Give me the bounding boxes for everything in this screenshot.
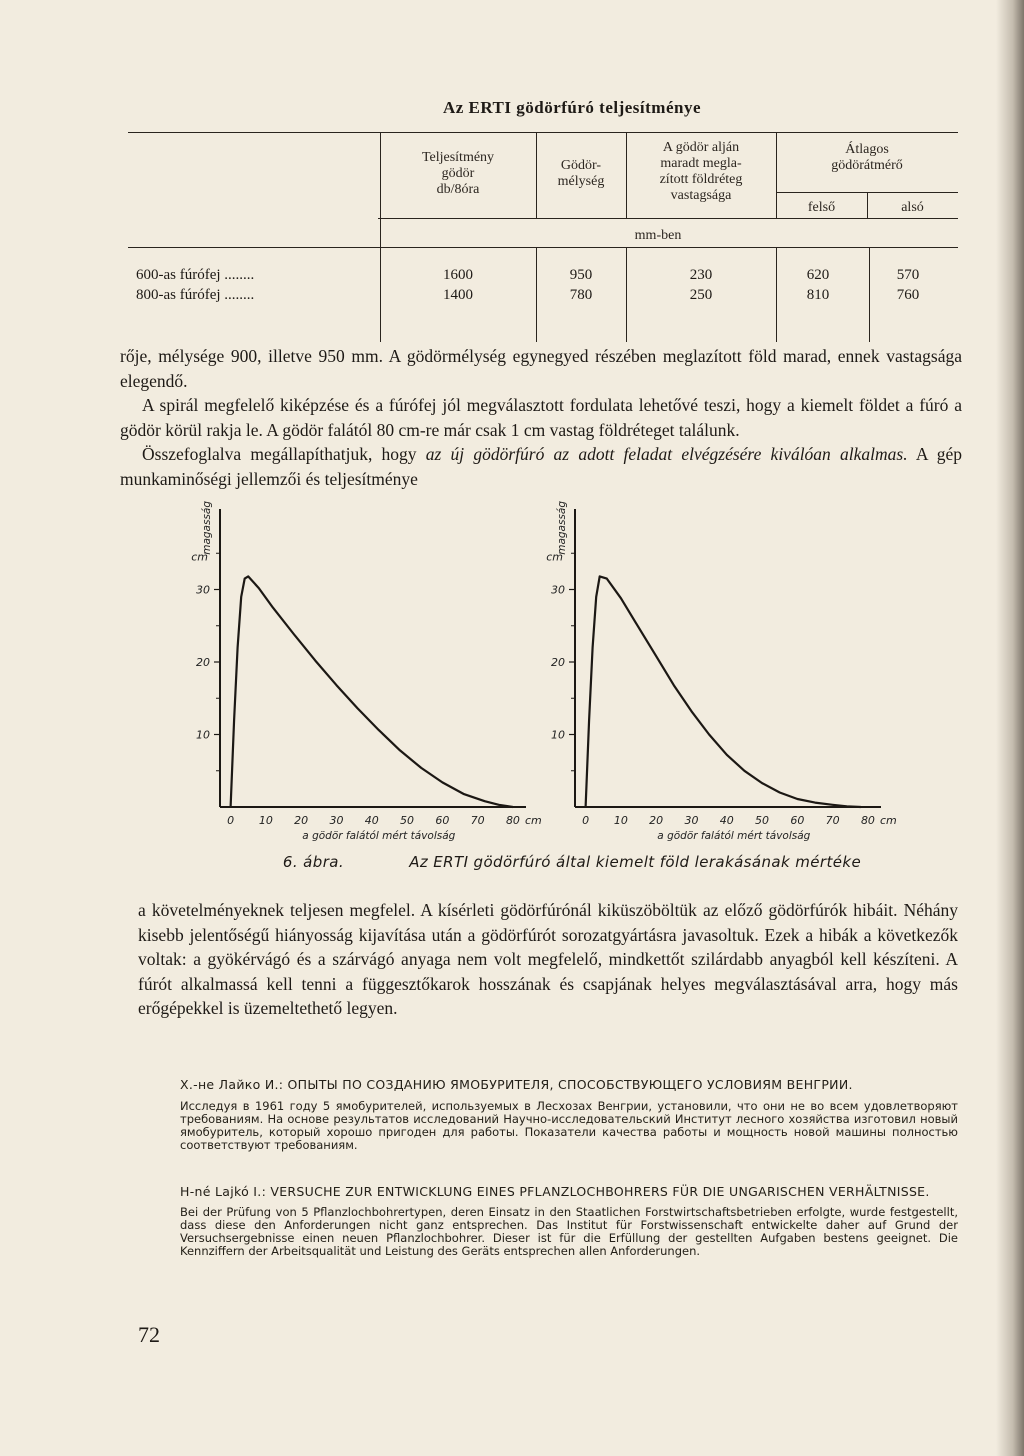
x-tick-label: 50: [400, 814, 415, 827]
summary-de-body: Bei der Prüfung von 5 Pflanzlochbohrertypen, deren Einsatz in den Staatlichen Forstwirtschaftsbetrieben erfolgte, wurde festgestellt, dass diese den Anforderungen nicht ganz entsprechen. Das Institut für Forstwissenschaft entwickelte daher auf Grund der Versuchsergebnisse einen neuen Pflanzlochbohrer. Dieser ist für die Erfüllung der gestellten Aufgaben bestens geeignet. Die Kennziffern der Arbeitsqualität und Leistung des Geräts entsprechen allen Anforderungen.: [180, 1205, 958, 1258]
y-unit-label: cm: [546, 550, 563, 564]
table-cell: 570: [896, 267, 920, 283]
y-tick-label: 20: [196, 656, 210, 669]
header-unit: mm-ben: [634, 228, 682, 243]
x-tick-label: 20: [649, 814, 664, 827]
x-tick-label: 80: [860, 814, 875, 827]
summary-de-title: H-né Lajkó I.: VERSUCHE ZUR ENTWICKLUNG EINES PFLANZLOCHBOHRERS FÜR DIE UNGARISCHEN VERHÄLTNISSE.: [180, 1184, 930, 1199]
x-tick-label: 50: [755, 814, 770, 827]
table-title: Az ERTI gödörfúró teljesítménye: [442, 98, 702, 117]
header-lower: alsó: [901, 200, 924, 215]
binding-shadow: [996, 0, 1024, 1456]
x-tick-label: 40: [364, 814, 379, 827]
body-text-lower: [138, 898, 958, 1021]
body-text-upper: [120, 344, 962, 491]
y-tick-label: 10: [551, 728, 565, 742]
y-unit-label: cm: [191, 550, 208, 564]
x-tick-label: 70: [470, 814, 485, 827]
x-axis-label: a gödör falától mért távolság: [657, 830, 811, 842]
summary-russian: [180, 1078, 958, 1152]
y-tick-label: 20: [551, 656, 565, 669]
table-cell: 780: [569, 287, 593, 303]
summary-ru-title: Х.-не Лайко И.: ОПЫТЫ ПО СОЗДАНИЮ ЯМОБУРИТЕЛЯ, СПОСОБСТВУЮЩЕГО УСЛОВИЯМ ВЕНГРИИ.: [180, 1077, 853, 1092]
x-tick-label: 20: [294, 814, 309, 827]
x-tick-label: 30: [329, 814, 344, 827]
x-tick-label: 10: [258, 814, 273, 827]
x-tick-label: 0: [582, 814, 590, 827]
x-tick-label: 80: [505, 814, 520, 827]
x-tick-label: 10: [613, 814, 628, 827]
x-tick-label: 60: [435, 814, 450, 827]
table-cell: 250: [689, 287, 713, 303]
header-depth: Gödör- mélység: [557, 158, 605, 189]
x-tick-label: 30: [684, 814, 699, 827]
table-cell: 810: [806, 287, 830, 303]
y-tick-label: 30: [196, 583, 210, 597]
chart-right-svg: [505, 500, 925, 850]
x-tick-label: 60: [790, 814, 805, 827]
y-axis-label: magasság: [201, 500, 213, 555]
x-tick-label: 0: [227, 814, 235, 827]
x-unit-label: cm: [524, 814, 542, 827]
header-performance: Teljesítmény gödör db/8óra: [421, 150, 495, 197]
x-tick-label: 70: [825, 814, 840, 827]
paragraph: a követelményeknek teljesen megfelel. A kísérleti gödörfúrónál kiküszöböltük az előző gödörfúrók hibáit. Néhány kisebb jelentőségű hiányosság kijavítása után a gödörfúrót sorozatgyártásra javasoltuk. Ezek a hibák a következők voltak: a gyökérvágó és a szárvágó anyaga nem volt megfelelő, mindkettőt szilárdabb anyagból kell készíteni. A fúrót alkalmassá kell tenni a függesztőkarok hosszának és csapjának helyes megválasztásával arra, hogy más erőgépekkel is üzemeltethető legyen.: [138, 900, 958, 1018]
header-layer: A gödör alján maradt megla- zított földréteg vastagsága: [659, 140, 743, 203]
table-cell: 230: [689, 267, 713, 283]
paragraph: Összefoglalva megállapíthatjuk, hogy az új gödörfúró az adott feladat elvégzésére kiválóan alkalmas. A gép munkaminőségi jellemzői és teljesítménye: [120, 444, 962, 489]
row-label: 600-as fúrófej ........: [136, 267, 255, 283]
paragraph: rője, mélysége 900, illetve 950 mm. A gödörmélység egynegyed részében meglazított föld marad, ennek vastagsága elegendő.: [120, 346, 962, 391]
y-axis-label: magasság: [556, 500, 568, 555]
table-cell: 1400: [443, 287, 473, 303]
y-tick-label: 30: [551, 583, 565, 597]
table-cell: 620: [806, 267, 830, 283]
x-unit-label: cm: [879, 814, 897, 827]
header-upper: felső: [807, 200, 836, 215]
page-number: 72: [138, 1322, 160, 1347]
figure-caption: 6. ábra. Az ERTI gödörfúró által kiemelt föld lerakásának mértéke: [282, 853, 862, 871]
paragraph: A spirál megfelelő kiképzése és a fúrófej jól megválasztott fordulata lehetővé teszi, hogy a kiemelt földet a fúró a gödör körül rakja le. A gödör falától 80 cm-re már csak 1 cm vastag földréteget találunk.: [120, 395, 962, 440]
data-curve: [231, 576, 513, 807]
chart-right: [505, 500, 925, 850]
x-axis-label: a gödör falától mért távolság: [302, 830, 456, 842]
table-cell: 1600: [443, 267, 473, 283]
y-tick-label: 10: [196, 728, 210, 742]
data-curve: [586, 576, 861, 807]
table-cell: 760: [896, 287, 920, 303]
table-cell: 950: [569, 267, 593, 283]
summary-ru-body: Исследуя в 1961 году 5 ямобурителей, используемых в Лесхозах Венгрии, установили, что они не во всем удовлетворяют требованиям. На основе результатов исследований Научно-исследовательский Институт лесного хозяйства изготовил новый ямобуритель, который хорошо пригоден для работы. Показатели качества работы и мощность новой машины полностью соответствуют требованиям.: [180, 1099, 958, 1152]
row-label: 800-as fúrófej ........: [136, 287, 255, 303]
summary-german: [180, 1185, 958, 1258]
header-diameter: Átlagos gödörátmérő: [831, 142, 903, 173]
x-tick-label: 40: [719, 814, 734, 827]
